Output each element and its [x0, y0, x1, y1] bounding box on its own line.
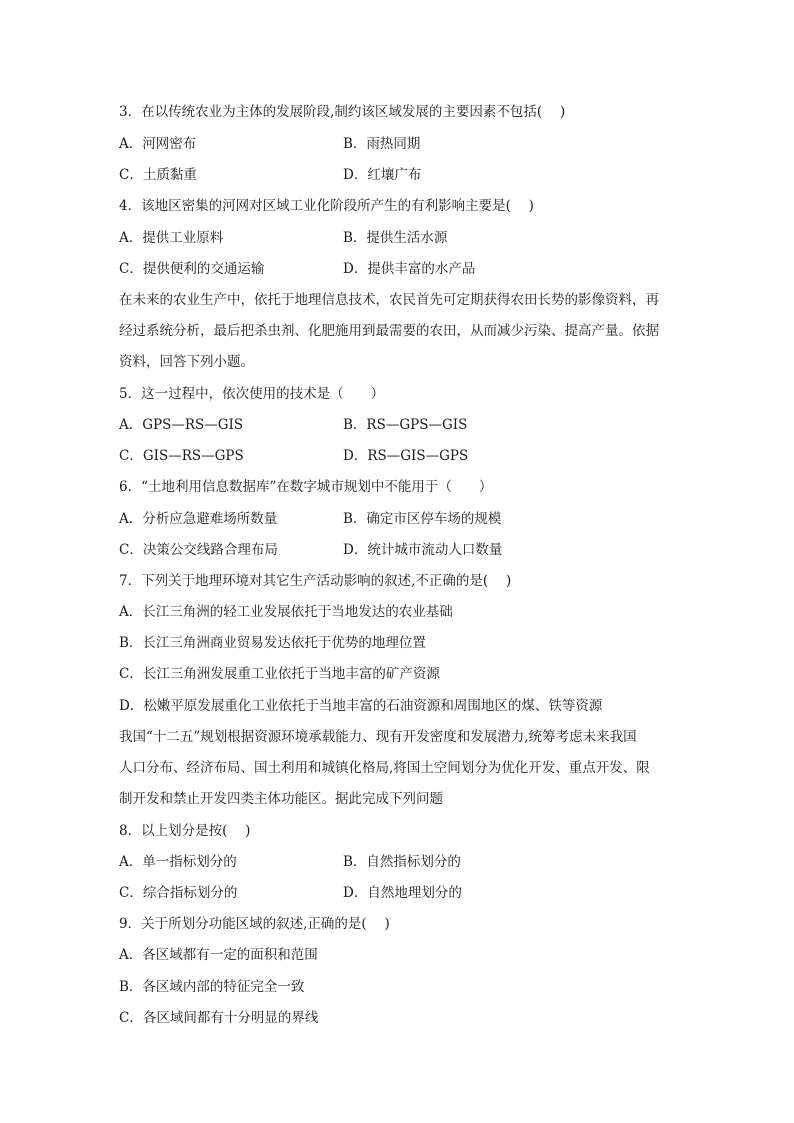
question-4-stem: 4．该地区密集的河网对区域工业化阶段所产生的有利影响主要是( )	[119, 198, 534, 214]
question-3-option-a: A．河网密布	[119, 136, 197, 152]
question-5-option-c: C．GIS—RS—GPS	[119, 448, 244, 464]
question-4-option-d: D．提供丰富的水产品	[343, 261, 476, 277]
question-5-option-d: D．RS—GIS—GPS	[343, 448, 469, 464]
question-6-option-b: B．确定市区停车场的规模	[343, 511, 502, 527]
question-5-stem: 5．这一过程中，依次使用的技术是（ ）	[119, 386, 385, 402]
question-7-stem: 7．下列关于地理环境对其它生产活动影响的叙述,不正确的是( )	[119, 573, 512, 589]
question-6-stem: 6．“土地利用信息数据库”在数字城市规划中不能用于（ ）	[119, 479, 493, 495]
passage-1-line-1: 在未来的农业生产中，依托于地理信息技术，农民首先可定期获得农田长势的影像资料，再	[119, 292, 659, 308]
question-4-option-b: B．提供生活水源	[343, 230, 448, 246]
question-7-option-b: B．长江三角洲商业贸易发达依托于优势的地理位置	[119, 635, 426, 651]
question-8-stem: 8．以上划分是按( )	[119, 823, 251, 839]
question-9-option-c: C．各区域间都有十分明显的界线	[119, 1010, 319, 1026]
question-8-option-b: B．自然指标划分的	[343, 854, 461, 870]
question-3-option-d: D．红壤广布	[343, 167, 422, 183]
question-7-option-c: C．长江三角洲发展重工业依托于当地丰富的矿产资源	[119, 666, 440, 682]
question-3-option-b: B．雨热同期	[343, 136, 421, 152]
question-9-stem: 9．关于所划分功能区域的叙述,正确的是( )	[119, 916, 390, 932]
question-5-option-b: B．RS—GPS—GIS	[343, 417, 468, 433]
question-7-option-a: A．长江三角洲的轻工业发展依托于当地发达的农业基础	[119, 604, 453, 620]
question-8-option-d: D．自然地理划分的	[343, 885, 462, 901]
question-3-option-c: C．土质黏重	[119, 167, 197, 183]
question-4-option-c: C．提供便利的交通运输	[119, 261, 265, 277]
question-3-stem: 3．在以传统农业为主体的发展阶段,制约该区域发展的主要因素不包括( )	[119, 104, 566, 120]
passage-1-line-3: 资料，回答下列小题。	[119, 354, 254, 370]
passage-2-line-2: 人口分布、经济布局、国土利用和城镇化格局,将国土空间划分为优化开发、重点开发、限	[119, 760, 650, 776]
question-4-option-a: A．提供工业原料	[119, 230, 224, 246]
question-8-option-a: A．单一指标划分的	[119, 854, 237, 870]
question-8-option-c: C．综合指标划分的	[119, 885, 238, 901]
passage-2-line-3: 制开发和禁止开发四类主体功能区。据此完成下列问题	[119, 791, 443, 807]
question-6-option-a: A．分析应急避难场所数量	[119, 511, 278, 527]
question-9-option-b: B．各区域内部的特征完全一致	[119, 979, 305, 995]
question-7-option-d: D．松嫩平原发展重化工业依托于当地丰富的石油资源和周围地区的煤、铁等资源	[119, 698, 603, 714]
question-6-option-c: C．决策公交线路合理布局	[119, 542, 278, 558]
question-5-option-a: A．GPS—RS—GIS	[119, 417, 244, 433]
passage-2-line-1: 我国“十二五”规划根据资源环境承载能力、现有开发密度和发展潜力,统筹考虑未来我国	[119, 729, 637, 745]
question-9-option-a: A．各区域都有一定的面积和范围	[119, 947, 318, 963]
passage-1-line-2: 经过系统分析，最后把杀虫剂、化肥施用到最需要的农田，从而减少污染、提高产量。依据	[119, 323, 659, 339]
question-6-option-d: D．统计城市流动人口数量	[343, 542, 503, 558]
